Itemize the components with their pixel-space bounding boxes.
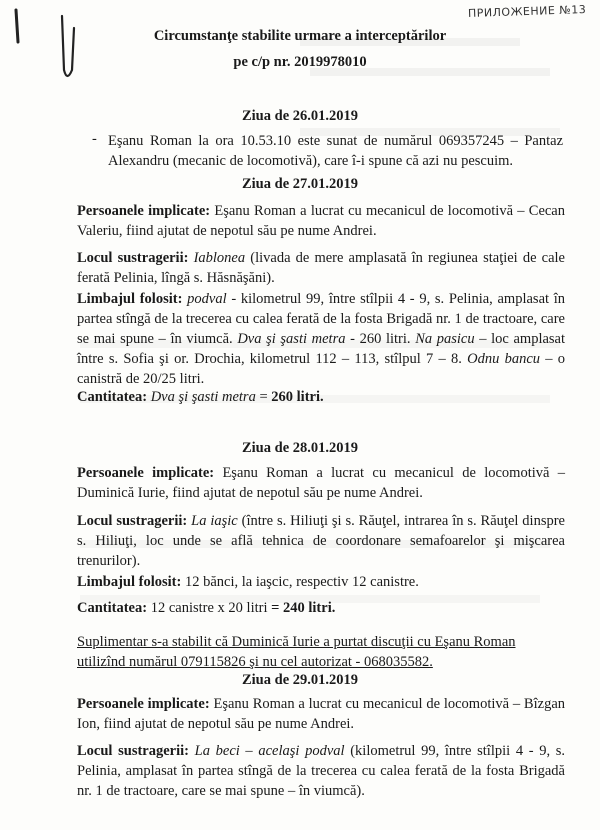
day1-entry: Eşanu Roman la ora 10.53.10 este sunat de numărul 069357245 – Pantaz Alexandru (mecanic de locomotivă), care î-i spune că azi nu pescuim. [108, 133, 563, 169]
cantitate-label: Cantitatea: [77, 389, 148, 405]
limbaj-text: 12 bănci, la iaşcic, respectiv 12 canistre. [184, 574, 419, 590]
day-heading: Ziua de 26.01.2019 [241, 108, 358, 124]
day-heading: Ziua de 28.01.2019 [241, 440, 358, 456]
locul-paragraph [77, 741, 565, 801]
locul-label: Locul sustragerii: [77, 250, 189, 266]
list-dash: - [92, 131, 97, 147]
limbaj-code: Dva şi şasti metra [237, 331, 346, 347]
cantitate-paragraph [77, 387, 565, 407]
limbaj-label: Limbajul folosit: [77, 574, 182, 590]
locul-paragraph [77, 511, 565, 571]
limbaj-code: podval [187, 291, 227, 307]
limbaj-paragraph [77, 572, 565, 592]
persoane-text: Eşanu Roman a lucrat cu mecanicul de locomotivă – Bîzgan Ion, fiind ajutat de nepotul său pe nume Andrei. [77, 696, 566, 732]
document-title: Circumstanţe stabilite urmare a interceptărilor [153, 28, 447, 44]
persoane-label: Persoanele implicate: [77, 696, 210, 712]
cantitate-paragraph [77, 598, 565, 618]
day-heading: Ziua de 27.01.2019 [241, 176, 358, 192]
persoane-label: Persoanele implicate: [77, 465, 215, 481]
cantitate-value: 260 litri. [271, 389, 324, 405]
persoane-text: Eşanu Roman a lucrat cu mecanicul de locomotivă – Cecan Valeriu, fiind ajutat de nepotul său pe nume Andrei. [77, 203, 565, 239]
pen-marks [0, 0, 120, 90]
limbaj-text: – o canistră de 20/25 litri. [77, 351, 566, 387]
locul-text: (kilometrul 99, între stîlpii 4 - 9, s. Pelinia, amplasat în partea stîngă de la trecerea cu calea ferată de la fosta Brigadă nr. 1 de tractoare, care se mai spune – în viumcă). [77, 743, 566, 799]
limbaj-label: Limbajul folosit: [77, 291, 183, 307]
day-heading: Ziua de 29.01.2019 [241, 672, 358, 688]
supplementary-note: Suplimentar s-a stabilit că Duminică Iurie a purtat discuţii cu Eşanu Roman utilizînd numărul 079115826 şi nu cel autorizat - 068035582. [77, 634, 516, 670]
locul-code: La iaşic [191, 513, 238, 529]
persoane-paragraph [77, 463, 565, 503]
document-subtitle: pe c/p nr. 2019978010 [233, 54, 367, 70]
persoane-text: Eşanu Roman a lucrat cu mecanicul de locomotivă – Duminică Iurie, fiind ajutat de nepotul său pe nume Andrei. [77, 465, 566, 501]
locul-code: La beci – acelaşi podval [194, 743, 345, 759]
limbaj-text: – loc amplasat între s. Sofia şi or. Drochia, kilometrul 112 – 113, stîlpul 7 – 8. [77, 331, 566, 367]
limbaj-text: - kilometrul 99, între stîlpii 4 - 9, s. Pelinia, amplasat în partea stîngă de la trecerea cu calea ferată de la fosta Brigadă nr. 1 de tractoare, care se mai spune – în viumcă. [77, 291, 566, 347]
handwritten-annex-note: ПРИЛОЖЕНИЕ №13 [467, 2, 587, 21]
cantitate-text: 12 canistre x 20 litri [150, 600, 268, 616]
persoane-label: Persoanele implicate: [77, 203, 211, 219]
cantitate-code: Dva şi şasti metra [150, 389, 256, 405]
persoane-paragraph [77, 694, 565, 734]
locul-code: Iablonea [193, 250, 246, 266]
cantitate-label: Cantitatea: [77, 600, 148, 616]
limbaj-paragraph [77, 289, 565, 389]
locul-text: (livada de mere amplasată în regiunea staţiei de cale ferată Pelinia, lîngă s. Hăsnăşăni). [77, 250, 565, 286]
limbaj-text: - 260 litri. [350, 331, 411, 347]
limbaj-code: Na pasicu [415, 331, 475, 347]
locul-label: Locul sustragerii: [77, 743, 189, 759]
locul-text: (între s. Hiliuţi şi s. Răuţel, intrarea în s. Răuţel dinspre s. Hiliuţi, loc unde se află tehnica de coordonare semafoarelor şi mişcarea trenurilor). [77, 513, 565, 569]
locul-paragraph [77, 248, 565, 288]
locul-label: Locul sustragerii: [77, 513, 188, 529]
persoane-paragraph [77, 201, 565, 241]
cantitate-value: = 240 litri. [271, 600, 336, 616]
equals-sign: = [255, 389, 272, 405]
limbaj-code: Odnu bancu [467, 351, 541, 367]
